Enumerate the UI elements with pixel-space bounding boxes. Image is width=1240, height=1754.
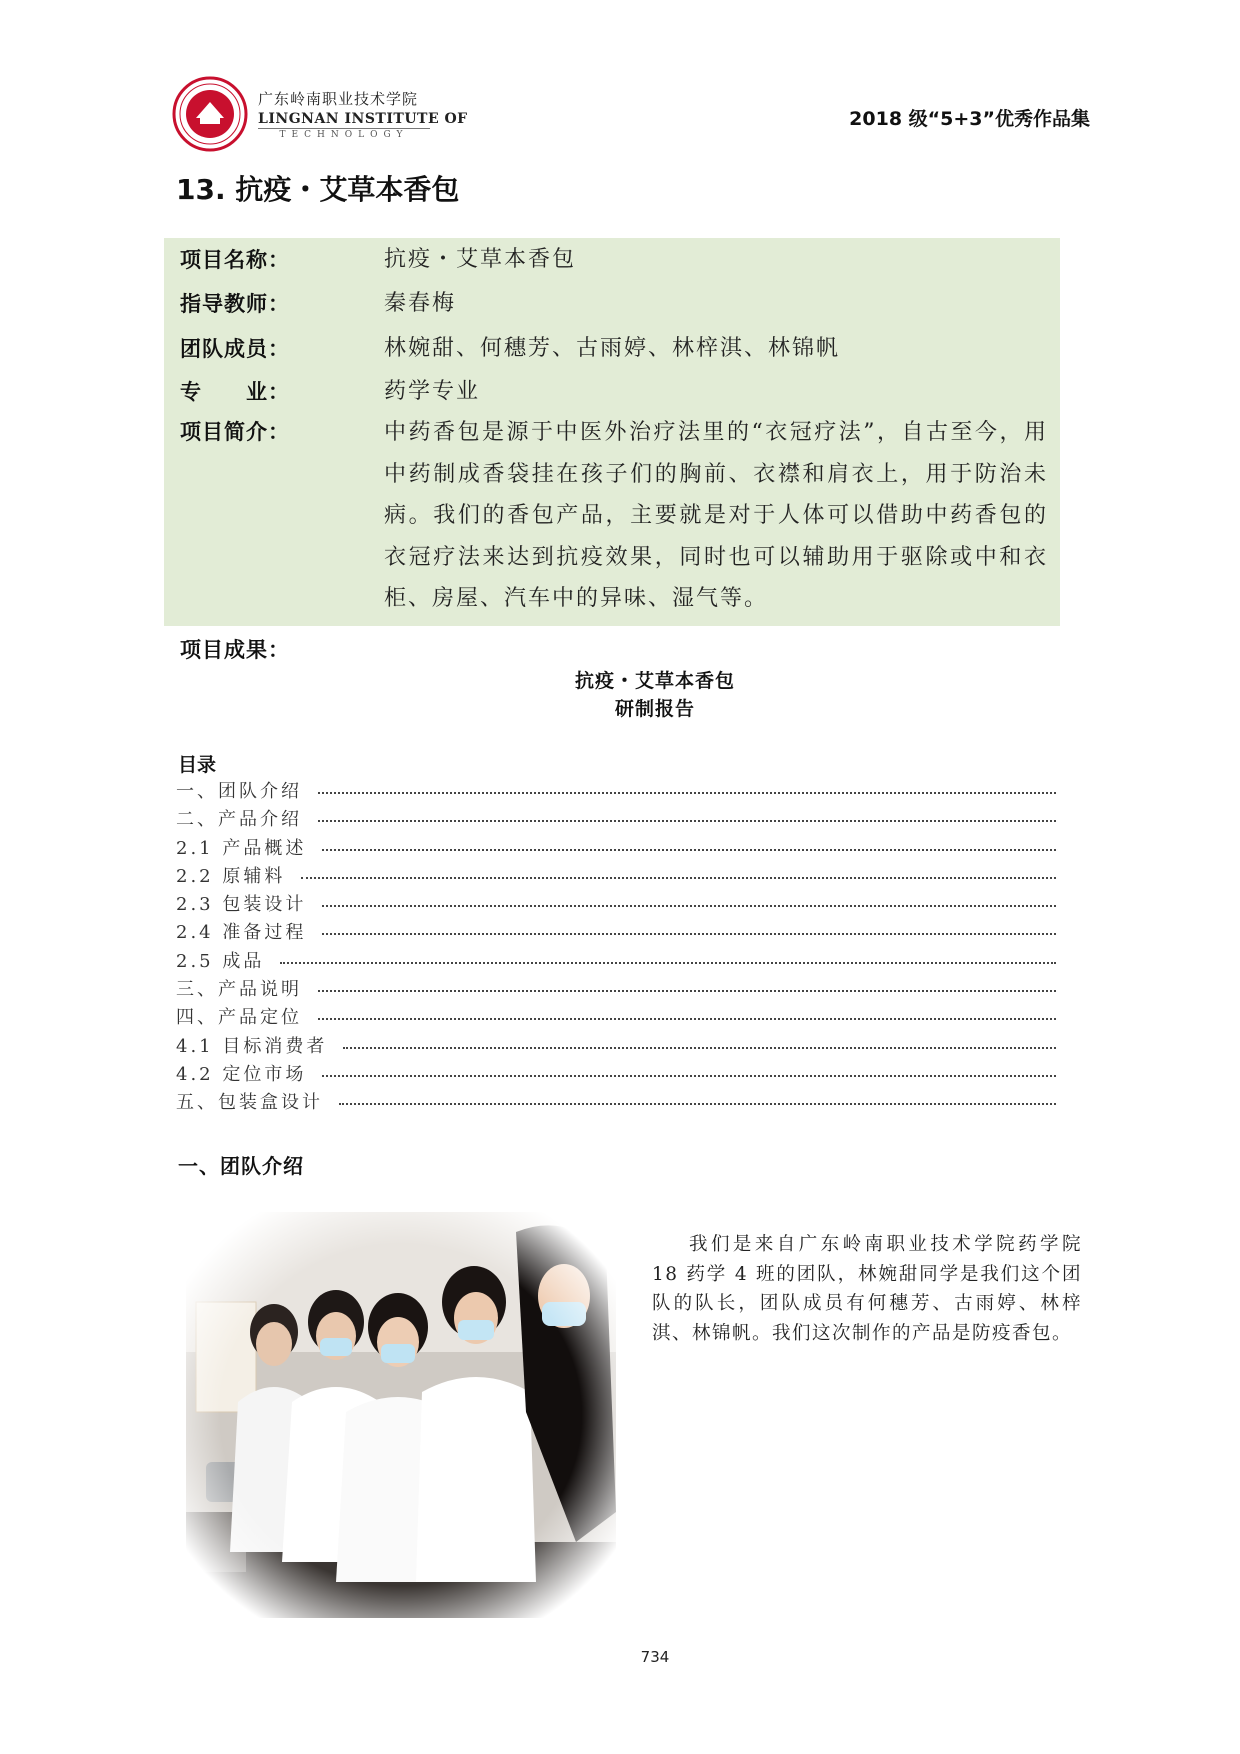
toc-item	[176, 948, 1056, 976]
toc-leader	[322, 919, 1056, 935]
report-title: 抗疫・艾草本香包	[574, 670, 735, 692]
info-value: 抗疫・艾草本香包	[384, 247, 577, 272]
toc-item-text: 三、产品说明	[176, 979, 302, 1001]
toc-leader	[343, 1033, 1056, 1049]
toc-item-text: 4.1 目标消费者	[176, 1035, 328, 1057]
school-name-cn: 广东岭南职业技术学院	[258, 90, 419, 108]
toc-item	[176, 1061, 1056, 1089]
info-value: 药学专业	[384, 379, 481, 404]
toc-item-text: 2.1 产品概述	[176, 837, 307, 859]
info-row-summary	[164, 412, 1060, 626]
toc-item	[176, 835, 1056, 863]
toc-item	[176, 1089, 1056, 1117]
toc-item-text: 二、产品介绍	[176, 809, 302, 831]
toc-item	[176, 891, 1056, 919]
info-row-name	[164, 238, 1060, 282]
info-label: 项目名称：	[180, 248, 290, 272]
toc-item	[176, 1004, 1056, 1032]
collection-title: 2018 级“5+3”优秀作品集	[849, 108, 1090, 130]
toc-item	[176, 778, 1056, 806]
toc-item-text: 2.4 准备过程	[176, 922, 307, 944]
toc-item-text: 四、产品定位	[176, 1007, 302, 1029]
toc-item-text: 4.2 定位市场	[176, 1063, 307, 1085]
info-value: 秦春梅	[384, 291, 457, 316]
toc-item	[176, 806, 1056, 834]
toc-item-text: 五、包装盒设计	[176, 1092, 323, 1114]
toc-item-text: 2.3 包装设计	[176, 894, 307, 916]
info-row-major	[164, 372, 1060, 412]
section-heading-team: 一、团队介绍	[178, 1154, 304, 1178]
toc-item-text: 一、团队介绍	[176, 781, 302, 802]
school-name-en: LINGNAN INSTITUTE OF	[258, 111, 468, 127]
report-subtitle: 研制报告	[614, 698, 695, 720]
info-row-members	[164, 326, 1060, 372]
result-label: 项目成果：	[180, 638, 290, 662]
table-of-contents	[176, 778, 1056, 1118]
page-title: 13. 抗疫・艾草本香包	[176, 173, 460, 206]
toc-item	[176, 976, 1056, 1004]
toc-leader	[322, 1061, 1056, 1077]
toc-leader	[318, 1004, 1056, 1020]
project-info-table	[164, 238, 1060, 626]
toc-item	[176, 919, 1056, 947]
info-label: 指导教师：	[180, 292, 290, 316]
info-value: 林婉甜、何穗芳、古雨婷、林梓淇、林锦帆	[384, 336, 841, 361]
toc-leader	[318, 778, 1056, 794]
toc-item-text: 2.5 成品	[176, 950, 265, 972]
info-label: 项目简介：	[180, 420, 290, 444]
toc-leader	[318, 806, 1056, 822]
info-row-teacher	[164, 282, 1060, 326]
school-name-en-line2: TECHNOLOGY	[258, 128, 430, 140]
toc-item	[176, 1033, 1056, 1061]
toc-leader	[339, 1089, 1056, 1105]
toc-leader	[322, 835, 1056, 851]
toc-leader	[322, 891, 1056, 907]
toc-item-text: 2.2 原辅料	[176, 865, 286, 887]
page-number: 734	[640, 1648, 670, 1666]
toc-leader	[280, 948, 1056, 964]
info-value: 中药香包是源于中医外治疗法里的“衣冠疗法”，自古至今，用中药制成香袋挂在孩子们的胸前、衣襟和肩衣上，用于防治未病。我们的香包产品，主要就是对于人体可以借助中药香包的衣冠疗法来达到抗疫效果，同时也可以辅助用于驱除或中和衣柜、房屋、汽车中的异味、湿气等。	[384, 420, 1048, 611]
info-label: 专 业：	[180, 380, 290, 404]
team-intro-text: 我们是来自广东岭南职业技术学院药学院 18 药学 4 班的团队，林婉甜同学是我们这个团队的队长，团队成员有何穗芳、古雨婷、林梓淇、林锦帆。我们这次制作的产品是防疫香包。	[652, 1234, 1082, 1344]
info-label: 团队成员：	[180, 337, 290, 361]
school-name	[258, 88, 468, 140]
toc-item	[176, 863, 1056, 891]
toc-title: 目录	[178, 754, 217, 776]
toc-leader	[318, 976, 1056, 992]
toc-leader	[301, 863, 1056, 879]
team-photo	[186, 1212, 616, 1618]
school-logo	[172, 76, 248, 152]
